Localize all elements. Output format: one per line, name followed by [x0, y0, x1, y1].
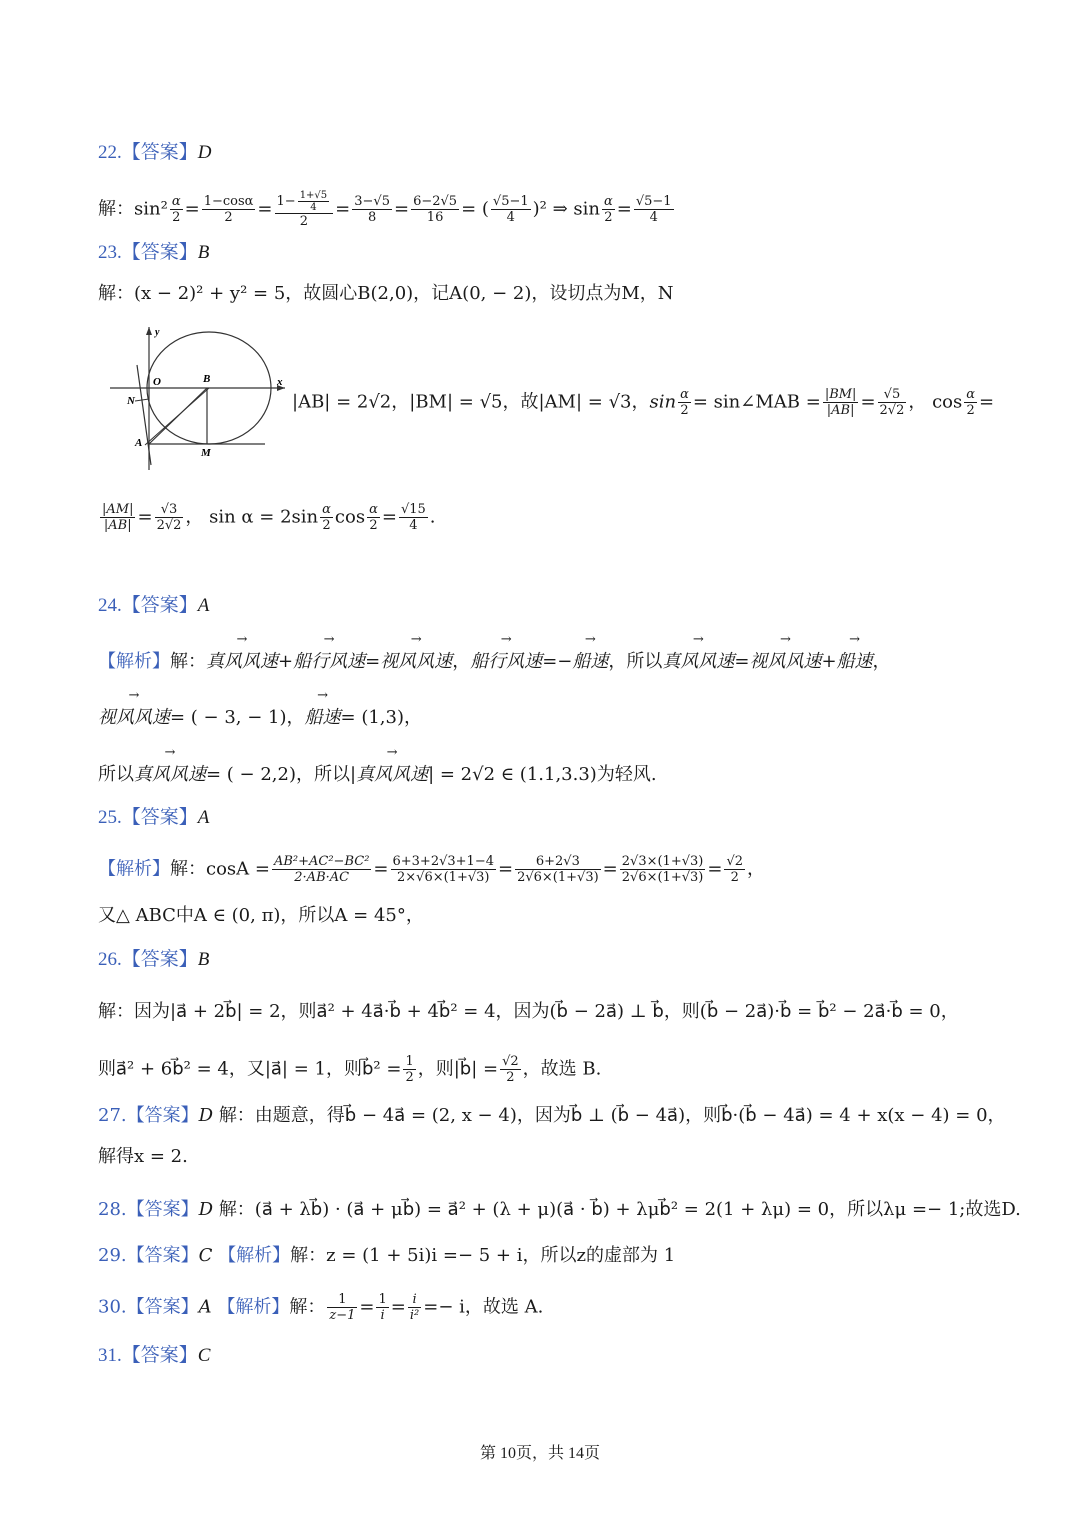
- q24-line3: 所以→ 真风风速= ( − 2,2)，所以|→ 真风风速| = 2√2 ∈ (1.1,3.3)为轻风.: [98, 762, 1020, 788]
- q25-line1: 【解析】解：cosA = $\frac{\text{AB²+AC²−BC²}}{2\cdot AB\cdot AC}$ = $\frac{6+3+2√3+1-4}{2\times√6\times(1+√3)}$ = $\frac{6+2√3}{2√6\times(1+√3)}$ = $\frac{2√3\times(1+√3)}{2√6\times(1+√3)}$ = $\frac{√2}{2}$ ，: [98, 854, 766, 885]
- q30-line1: 30.【答案】A 【解析】解： $\frac{1}{z-1}$ = $\frac{1}{i}$ = $\frac{i}{\text{i²}}$ =− i，故选 A.: [98, 1292, 544, 1323]
- q26-line2: 则a⃗² + 6b⃗² = 4，又|a⃗| = 1，则b⃗² = $\frac{1}{2}$ ，则|b⃗| = $\frac{√2}{2}$ ，故选 B.: [98, 1054, 602, 1085]
- label-o: O: [153, 376, 161, 388]
- q22-answer: D: [197, 142, 212, 163]
- q26-header: 26.【答案】B: [98, 949, 210, 970]
- q23-line3: $\frac{|AM|}{|AB|}$ = $\frac{√3}{2√2}$ ， sin α = 2sin $\frac{\alpha}{2}$ cos $\frac{\alpha}{2}$ = $\frac{√15}{4}$ .: [102, 502, 436, 533]
- label-x: x: [277, 376, 283, 388]
- q29-line1: 29.【答案】C 【解析】解：z = (1 + 5i)i =− 5 + i，所以z的虚部为 1: [98, 1245, 676, 1266]
- q26-line1: 解：因为|a⃗ + 2b⃗| = 2，则a⃗² + 4a⃗·b⃗ + 4b⃗² = 4，因为(b⃗ − 2a⃗) ⊥ b⃗，则(b⃗ − 2a⃗)·b⃗ = b⃗² − 2a⃗·b⃗ = 0，: [98, 1001, 959, 1022]
- q25-header: 25.【答案】A: [98, 807, 210, 828]
- q27-line1: 27.【答案】D 解：由题意，得b⃗ − 4a⃗ = (2, x − 4)，因为b⃗ ⊥ (b⃗ − 4a⃗)，则b⃗·(b⃗ − 4a⃗) = 4 + x(x − 4) = 0，: [98, 1105, 1006, 1126]
- q22-solution: 解：sin² $\frac{\alpha}{2}$ = $\frac{1-\cos\alpha}{2}$ = 1− $\frac{1+√5}{4}$ 2 = $\frac{3-√5}{8}$ = $\frac{6-2√5}{16}$ = ( $\frac{√5-1}{4}$ )² ⇒ sin $\frac{\alpha}{2}$ = $\frac{√5-1}{4}$: [98, 190, 672, 229]
- q23-line2: |AB| = 2√2，|BM| = √5，故|AM| = √3，sin $\frac{\alpha}{2}$ = sin∠MAB = $\frac{|BM|}{|AB|}$ = $\frac{√5}{2√2}$ ， cos $\frac{\alpha}{2}$ =: [292, 387, 995, 418]
- label-a: A: [135, 437, 143, 449]
- q27-line2: 解得x = 2.: [98, 1146, 188, 1167]
- page-footer: 第 10页，共 14页: [479, 1445, 600, 1462]
- circle-diagram: [105, 325, 290, 475]
- q22-number: 22.: [98, 142, 122, 163]
- q24-line1: 【解析】解：→ 真风风速+→ 船行风速=→ 视风风速，→ 船行风速=−→ 船速，所以→ 真风风速=→ 视风风速+→ 船速，: [98, 649, 1020, 675]
- q23-line1: 解：(x − 2)² + y² = 5，故圆心B(2,0)，记A(0, − 2)，设切点为M，N: [98, 283, 674, 304]
- q25-line2: 又△ ABC中A ∈ (0, π)，所以A = 45°，: [98, 905, 424, 926]
- label-m: M: [201, 447, 211, 459]
- q22-header: [98, 140, 1020, 166]
- q31-header: 31.【答案】C: [98, 1345, 211, 1366]
- q22-answer-tag: 【答案】: [121, 142, 198, 163]
- label-n: N: [127, 395, 135, 407]
- q24-header: 24.【答案】A: [98, 595, 210, 616]
- label-y: y: [155, 327, 160, 338]
- label-b: B: [203, 373, 211, 385]
- q23-header: 23.【答案】B: [98, 242, 210, 263]
- q24-line2: → 视风风速= ( − 3, − 1)，→ 船速= (1,3)，: [98, 705, 1020, 731]
- q28-line1: 28.【答案】D 解：(a⃗ + λb⃗) · (a⃗ + μb⃗) = a⃗² + (λ + μ)(a⃗ · b⃗) + λμb⃗² = 2(1 + λμ) = 0，所以λμ =− 1;故选D.: [98, 1199, 1021, 1220]
